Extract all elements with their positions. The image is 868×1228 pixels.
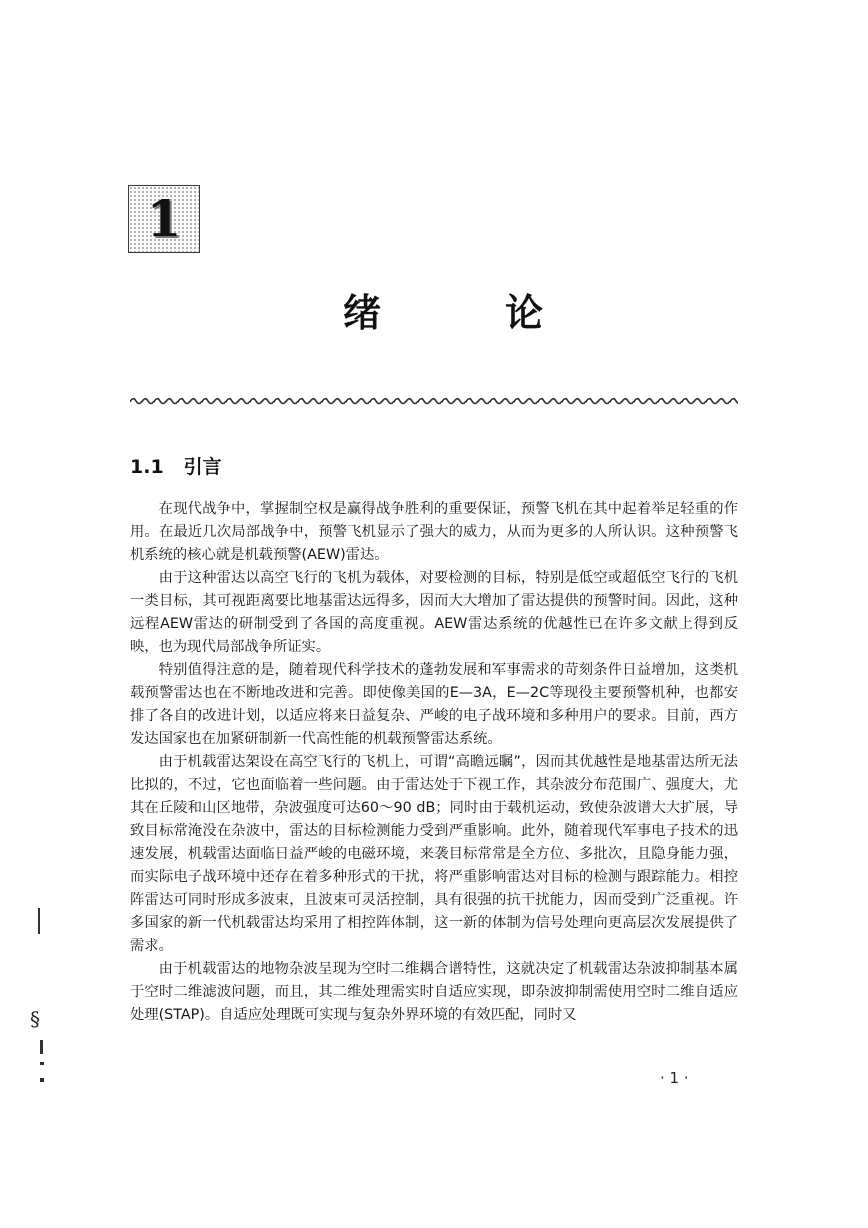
chapter-title [343, 284, 543, 334]
ornament-segment [334, 399, 346, 404]
ornament-segment [226, 399, 238, 404]
chapter-title-char-1: 绪 [343, 290, 382, 335]
ornament-segment [526, 399, 538, 404]
ornament-segment [706, 399, 718, 404]
ornament-segment [346, 399, 358, 404]
ornament-segment [514, 399, 526, 404]
chapter-number: 1 [146, 189, 182, 248]
ornament-segment [598, 399, 610, 404]
ornament-segment [130, 399, 142, 404]
ornament-segment [730, 399, 738, 404]
ornament-segment [322, 399, 334, 404]
ornament-segment [586, 399, 598, 404]
ornament-segment [154, 399, 166, 404]
ornament-segment [178, 399, 190, 404]
margin-tick [38, 908, 40, 934]
chapter-number-box [128, 185, 200, 253]
ornament-segment [670, 399, 682, 404]
margin-tick [40, 1078, 44, 1082]
margin-tick [40, 1062, 44, 1065]
paragraph: 由于这种雷达以高空飞行的飞机为载体，对要检测的目标，特别是低空或超低空飞行的飞机一类目标，其可视距离要比地基雷达远得多，因而大大增加了雷达提供的预警时间。因此，这种远程AEW雷达的研制受到了各国的高度重视。AEW雷达系统的优越性已在许多文献上得到反映，也为现代局部战争所证实。 [130, 570, 738, 655]
ornamental-divider [130, 394, 738, 408]
section-title: 引言 [183, 456, 222, 478]
paragraph: 在现代战争中，掌握制空权是赢得战争胜利的重要保证，预警飞机在其中起着举足轻重的作用。在最近几次局部战争中，预警飞机显示了强大的威力，从而为更多的人所认识。这种预警飞机系统的核心就是机载预警(AEW)雷达。 [130, 501, 738, 563]
paragraph: 特别值得注意的是，随着现代科学技术的蓬勃发展和军事需求的苛刻条件日益增加，这类机载预警雷达也在不断地改进和完善。即使像美国的E—3A，E—2C等现役主要预警机种，也都安排了各自的改进计划，以适应将来日益复杂、严峻的电子战环境和多种用户的要求。目前，西方发达国家也在加紧研制新一代高性能的机载预警雷达系统。 [130, 662, 738, 747]
ornament-segment [370, 399, 382, 404]
ornament-segment [490, 399, 502, 404]
ornament-segment [502, 399, 514, 404]
ornament-segment [310, 399, 322, 404]
paragraph: 由于机载雷达的地物杂波呈现为空时二维耦合谱特性，这就决定了机载雷达杂波抑制基本属于空时二维滤波问题，而且，其二维处理需实时自适应实现，即杂波抑制需使用空时二维自适应处理(STAP)。自适应处理既可实现与复杂外界环境的有效匹配，同时又 [130, 961, 738, 1023]
margin-scribble-glyph: § [30, 1007, 40, 1031]
ornament-segment [418, 399, 430, 404]
ornament-segment [238, 399, 250, 404]
ornament-segment [478, 399, 490, 404]
ornament-segment [394, 399, 406, 404]
page-number: · 1 · [660, 1069, 689, 1087]
margin-tick [40, 1040, 43, 1054]
ornament-segment [430, 399, 442, 404]
ornament-segment [382, 399, 394, 404]
ornament-segment [658, 399, 670, 404]
ornament-segment [682, 399, 694, 404]
ornament-segment [142, 399, 154, 404]
ornament-segment [466, 399, 478, 404]
ornament-segment [454, 399, 466, 404]
ornament-segment [166, 399, 178, 404]
ornament-segment [646, 399, 658, 404]
ornament-segment [202, 399, 214, 404]
ornament-segment [718, 399, 730, 404]
section-number: 1.1 [130, 456, 164, 478]
ornament-segment [298, 399, 310, 404]
ornament-segment [694, 399, 706, 404]
ornament-segment [442, 399, 454, 404]
ornament-segment [250, 399, 262, 404]
ornament-segment [190, 399, 202, 404]
ornament-segment [550, 399, 562, 404]
section-heading [130, 452, 222, 482]
ornament-segment [274, 399, 286, 404]
ornament-segment [262, 399, 274, 404]
ornament-segment [562, 399, 574, 404]
chapter-title-char-2: 论 [504, 290, 543, 335]
ornament-segment [622, 399, 634, 404]
ornament-segment [610, 399, 622, 404]
ornament-segment [214, 399, 226, 404]
ornament-segment [538, 399, 550, 404]
body-text [130, 498, 738, 1027]
ornament-segment [574, 399, 586, 404]
ornament-segment [286, 399, 298, 404]
paragraph: 由于机载雷达架设在高空飞行的飞机上，可谓“高瞻远瞩”，因而其优越性是地基雷达所无法比拟的，不过，它也面临着一些问题。由于雷达处于下视工作，其杂波分布范围广、强度大，尤其在丘陵和山区地带，杂波强度可达60～90 dB；同时由于载机运动，致使杂波谱大大扩展，导致目标常淹没在杂波中，雷达的目标检测能力受到严重影响。此外，随着现代军事电子技术的迅速发展，机载雷达面临日益严峻的电磁环境，来袭目标常常是全方位、多批次，且隐身能力强，而实际电子战环境中还存在着多种形式的干扰，将严重影响雷达对目标的检测与跟踪能力。相控阵雷达可同时形成多波束，且波束可灵活控制，具有很强的抗干扰能力，因而受到广泛重视。许多国家的新一代机载雷达均采用了相控阵体制，这一新的体制为信号处理向更高层次发展提供了需求。 [130, 754, 738, 954]
ornament-segment [358, 399, 370, 404]
ornament-segment [634, 399, 646, 404]
ornament-segment [406, 399, 418, 404]
